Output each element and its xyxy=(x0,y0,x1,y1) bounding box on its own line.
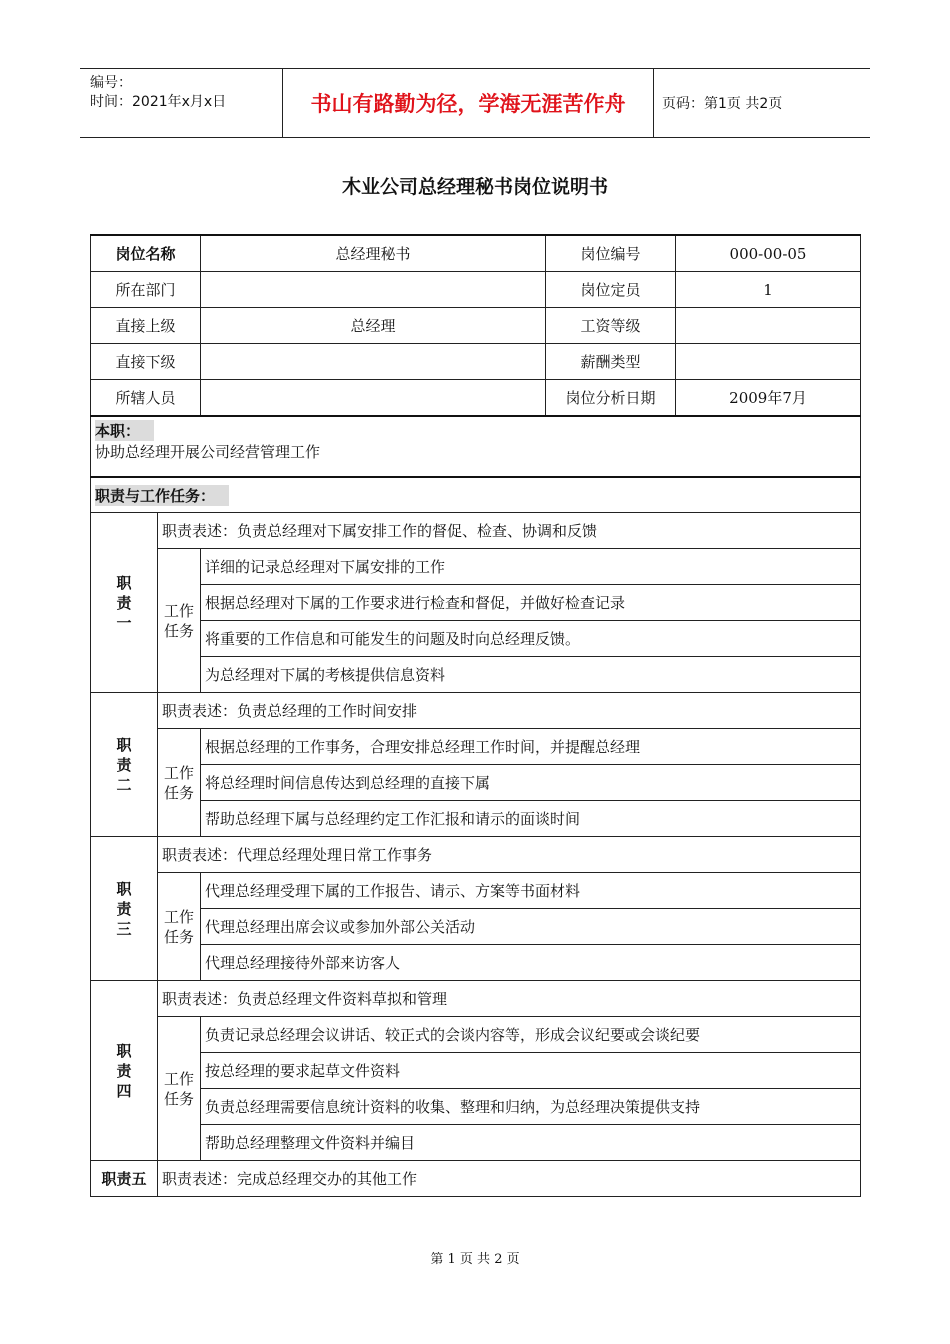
info-label: 岗位编号 xyxy=(546,235,676,272)
responsibility-row xyxy=(91,693,861,729)
task-row xyxy=(91,1017,861,1053)
info-label: 岗位分析日期 xyxy=(546,380,676,417)
task-item: 根据总经理对下属的工作要求进行检查和督促，并做好检查记录 xyxy=(201,585,861,621)
responsibility-name: 职责五 xyxy=(91,1161,158,1197)
info-label: 岗位定员 xyxy=(546,272,676,308)
info-value: 总经理秘书 xyxy=(201,235,546,272)
task-item: 详细的记录总经理对下属安排的工作 xyxy=(201,549,861,585)
task-item: 帮助总经理整理文件资料并编目 xyxy=(201,1125,861,1161)
task-row xyxy=(91,909,861,945)
info-value xyxy=(676,308,861,344)
info-value: 1 xyxy=(676,272,861,308)
page-footer: 第 1 页 共 2 页 xyxy=(430,1252,520,1267)
responsibilities-header xyxy=(91,477,861,513)
number-label: 编号： xyxy=(90,75,132,91)
responsibility-desc: 职责表述：负责总经理的工作时间安排 xyxy=(158,693,861,729)
task-row xyxy=(91,873,861,909)
responsibility-name: 职责二 xyxy=(91,693,158,837)
task-item: 为总经理对下属的考核提供信息资料 xyxy=(201,657,861,693)
info-value xyxy=(676,344,861,380)
info-label: 薪酬类型 xyxy=(546,344,676,380)
task-label: 工作任务 xyxy=(158,549,201,693)
task-row xyxy=(91,549,861,585)
responsibility-row xyxy=(91,837,861,873)
page-label: 页码：第1页 共2页 xyxy=(662,96,783,112)
responsibility-desc: 职责表述：代理总经理处理日常工作事务 xyxy=(158,837,861,873)
job-description-table xyxy=(90,234,861,1197)
task-row xyxy=(91,1089,861,1125)
task-label: 工作任务 xyxy=(158,873,201,981)
task-item: 代理总经理出席会议或参加外部公关活动 xyxy=(201,909,861,945)
info-value: 000-00-05 xyxy=(676,235,861,272)
task-item: 将总经理时间信息传达到总经理的直接下属 xyxy=(201,765,861,801)
info-value: 2009年7月 xyxy=(676,380,861,417)
duty-text: 协助总经理开展公司经营管理工作 xyxy=(95,443,321,461)
responsibility-row xyxy=(91,513,861,549)
task-row xyxy=(91,1125,861,1161)
task-item: 负责总经理需要信息统计资料的收集、整理和归纳，为总经理决策提供支持 xyxy=(201,1089,861,1125)
responsibility-row xyxy=(91,1161,861,1197)
task-label: 工作任务 xyxy=(158,729,201,837)
task-row xyxy=(91,657,861,693)
responsibility-name: 职责四 xyxy=(91,981,158,1161)
info-row xyxy=(91,344,861,380)
info-value: 总经理 xyxy=(201,308,546,344)
task-item: 代理总经理受理下属的工作报告、请示、方案等书面材料 xyxy=(201,873,861,909)
info-label: 所在部门 xyxy=(91,272,201,308)
task-row xyxy=(91,585,861,621)
task-item: 帮助总经理下属与总经理约定工作汇报和请示的面谈时间 xyxy=(201,801,861,837)
info-label: 所辖人员 xyxy=(91,380,201,417)
task-item: 将重要的工作信息和可能发生的问题及时向总经理反馈。 xyxy=(201,621,861,657)
responsibility-name: 职责一 xyxy=(91,513,158,693)
header-meta xyxy=(80,69,282,137)
duty-section xyxy=(91,416,861,477)
time-label: 时间：2021年x月x日 xyxy=(90,94,227,110)
task-row xyxy=(91,801,861,837)
document-title: 木业公司总经理秘书岗位说明书 xyxy=(341,176,608,198)
info-label: 岗位名称 xyxy=(91,235,201,272)
info-row xyxy=(91,380,861,417)
responsibility-name: 职责三 xyxy=(91,837,158,981)
responsibility-desc: 职责表述：负责总经理对下属安排工作的督促、检查、协调和反馈 xyxy=(158,513,861,549)
task-item: 代理总经理接待外部来访客人 xyxy=(201,945,861,981)
info-row xyxy=(91,235,861,272)
info-value xyxy=(201,344,546,380)
responsibility-desc: 职责表述：完成总经理交办的其他工作 xyxy=(158,1161,861,1197)
responsibilities-label: 职责与工作任务： xyxy=(95,485,229,506)
task-row xyxy=(91,729,861,765)
task-row xyxy=(91,945,861,981)
duty-label: 本职： xyxy=(95,420,154,441)
task-item: 根据总经理的工作事务，合理安排总经理工作时间，并提醒总经理 xyxy=(201,729,861,765)
info-label: 工资等级 xyxy=(546,308,676,344)
motto: 书山有路勤为径，学海无涯苦作舟 xyxy=(282,69,654,137)
info-value xyxy=(201,272,546,308)
task-item: 负责记录总经理会议讲话、较正式的会谈内容等，形成会议纪要或会谈纪要 xyxy=(201,1017,861,1053)
page-header xyxy=(80,68,870,138)
info-label: 直接下级 xyxy=(91,344,201,380)
info-row xyxy=(91,272,861,308)
task-row xyxy=(91,765,861,801)
responsibility-row xyxy=(91,981,861,1017)
info-row xyxy=(91,308,861,344)
task-label: 工作任务 xyxy=(158,1017,201,1161)
info-value xyxy=(201,380,546,417)
task-item: 按总经理的要求起草文件资料 xyxy=(201,1053,861,1089)
info-label: 直接上级 xyxy=(91,308,201,344)
responsibility-desc: 职责表述：负责总经理文件资料草拟和管理 xyxy=(158,981,861,1017)
task-row xyxy=(91,621,861,657)
task-row xyxy=(91,1053,861,1089)
